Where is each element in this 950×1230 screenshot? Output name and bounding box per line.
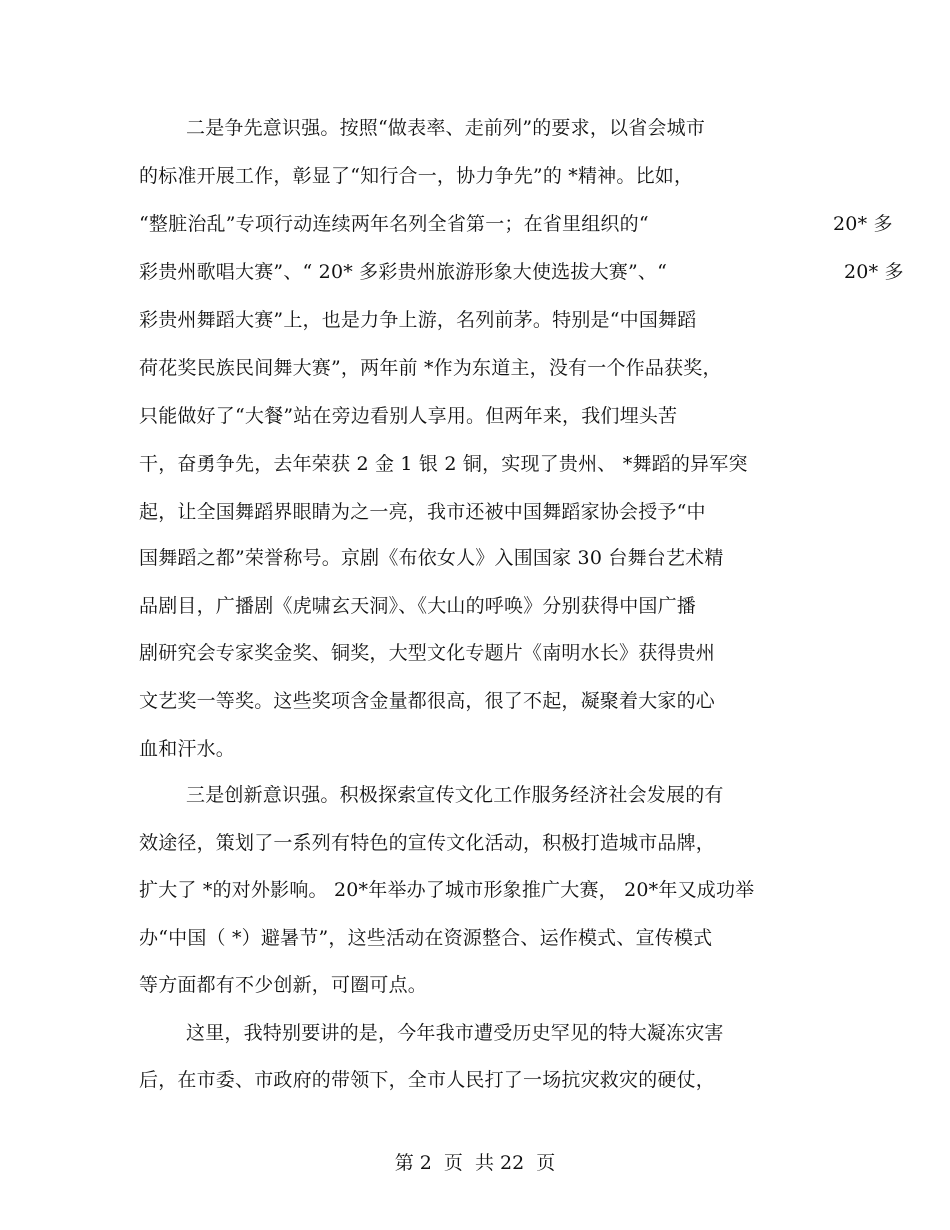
text-line: “整脏治乱”专项行动连续两年名列全省第一；在省里组织的“	[139, 213, 649, 235]
text-line: 办“中国（ *）避暑节”，这些活动在资源整合、运作模式、宣传模式	[139, 927, 713, 949]
text-line: 起，让全国舞蹈界眼睛为之一亮，我市还被中国舞蹈家协会授予“中	[139, 501, 706, 523]
text-line: 彩贵州歌唱大赛”、“ 20* 多彩贵州旅游形象大使选拔大赛”、“	[139, 261, 668, 283]
text-line: 干，奋勇争先，去年荣获 2 金 1 银 2 铜，实现了贵州、 *舞蹈的异军突	[139, 453, 748, 475]
text-line: 的标准开展工作，彰显了“知行合一，协力争先”的 *精神。比如，	[139, 165, 694, 187]
text-line: 只能做好了“大餐”站在旁边看别人享用。但两年来，我们埋头苦	[139, 405, 678, 427]
text-line: 血和汗水。	[139, 738, 236, 760]
text-line: 三是创新意识强。积极探索宣传文化工作服务经济社会发展的有	[186, 784, 724, 806]
text-line: 20* 多	[844, 261, 904, 283]
text-line: 品剧目，广播剧《虎啸玄天洞》、《大山的呼唤》分别获得中国广播	[139, 595, 697, 617]
text-line: 等方面都有不少创新，可圈可点。	[139, 974, 428, 996]
text-line: 剧研究会专家奖金奖、铜奖，大型文化专题片《南明水长》获得贵州	[139, 642, 716, 664]
text-line: 后，在市委、市政府的带领下，全市人民打了一场抗灾救灾的硬仗，	[139, 1069, 716, 1091]
text-line: 效途径，策划了一系列有特色的宣传文化活动，积极打造城市品牌，	[139, 832, 716, 854]
text-line: 荷花奖民族民间舞大赛”，两年前 *作为东道主，没有一个作品获奖，	[139, 357, 722, 379]
text-line: 国舞蹈之都”荣誉称号。京剧《布依女人》入围国家 30 台舞台艺术精	[139, 547, 724, 569]
text-line: 文艺奖一等奖。这些奖项含金量都很高，很了不起，凝聚着大家的心	[139, 690, 716, 712]
text-line: 二是争先意识强。按照“做表率、走前列”的要求，以省会城市	[186, 117, 706, 139]
text-line: 彩贵州舞蹈大赛”上，也是力争上游，名列前茅。特别是“中国舞蹈	[139, 309, 697, 331]
page-number-footer: 第 2 页 共 22 页	[394, 1152, 556, 1174]
text-line: 这里，我特别要讲的是，今年我市遭受历史罕见的特大凝冻灾害	[186, 1022, 724, 1044]
text-line: 扩大了 *的对外影响。 20*年举办了城市形象推广大赛， 20*年又成功举	[139, 879, 755, 901]
text-line: 20* 多	[833, 213, 893, 235]
